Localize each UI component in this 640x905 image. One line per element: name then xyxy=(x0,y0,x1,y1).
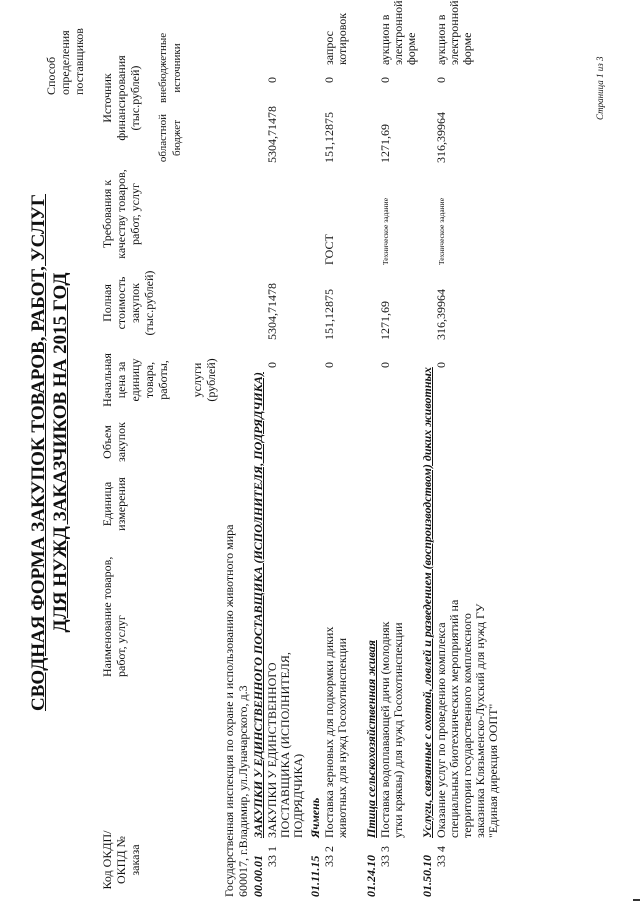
header-funding-regional: областной бюджет xyxy=(157,113,183,163)
item-start-price: 0 xyxy=(378,362,392,368)
item-funding-regional: 151,12875 xyxy=(322,112,336,163)
customer-address: 600017, г.Владимир, ул.Луначарского, д.3 xyxy=(236,685,250,897)
customer-name: Государственная инспекция по охране и использованию животного мира xyxy=(222,524,236,897)
header-code: Код ОКДП/ ОКПД № заказа xyxy=(100,830,142,890)
section-code: 01.24.10 xyxy=(364,855,378,897)
item-total: 316,39964 xyxy=(434,289,448,340)
header-funding-extra: внебюджетные источники xyxy=(157,32,183,103)
item-number: 33 1 xyxy=(265,846,279,867)
item-funding-regional: 316,39964 xyxy=(434,112,448,163)
section-code: 01.50.10 xyxy=(420,855,434,897)
header-funding xyxy=(100,33,184,163)
item-method: аукцион в электронной форме xyxy=(434,0,474,65)
header-funding-main: Источник финансирования (тыс.рублей) xyxy=(100,55,142,141)
header-total: Полная стоимость закупок (тыс.рублей) xyxy=(100,270,156,336)
section-code: 00.00.01 xyxy=(251,855,265,897)
item-funding-regional: 5304,71478 xyxy=(265,106,279,163)
item-start-price: 0 xyxy=(265,362,279,368)
section-subtotal: 5304,71478 xyxy=(265,283,279,340)
item-funding-extra: 0 xyxy=(434,77,448,83)
section-title: ЗАКУПКИ У ЕДИНСТВЕННОГО ПОСТАВЩИКА (ИСПОЛНИТЕЛЯ, ПОДРЯДЧИКА) xyxy=(251,372,265,838)
header-method: Способ определения поставщиков xyxy=(44,28,86,95)
header-name: Наименование товаров, работ, услуг xyxy=(100,556,128,677)
item-requirements: Техническое задание xyxy=(381,197,390,265)
section-title: Ячмень xyxy=(308,797,322,838)
header-start-price-main: Начальная цена за единицу товара, работы, xyxy=(100,353,170,407)
header-requirements: Требования к качеству товаров, работ, услуг xyxy=(100,169,142,259)
item-funding-extra: 0 xyxy=(265,77,279,83)
item-name: Поставка зерновых для подкормки диких животных для нужд Госохотинспекции xyxy=(322,626,349,838)
item-total: 1271,69 xyxy=(378,301,392,340)
section-title: Птица сельскохозяйственная живая xyxy=(364,640,378,838)
item-number: 33 2 xyxy=(322,846,336,867)
item-name: ЗАКУПКИ У ЕДИНСТВЕННОГО ПОСТАВЩИКА (ИСПОЛНИТЕЛЯ, ПОДРЯДЧИКА) xyxy=(265,652,305,838)
item-number: 33 4 xyxy=(434,846,448,867)
item-method: аукцион в электронной форме xyxy=(378,0,418,65)
header-unit: Единица измерения xyxy=(100,477,128,531)
section-title: Услуги, связанные с охотой, ловлей и разведением (воспроизводством) диких животных xyxy=(420,367,434,838)
item-requirements: Техническое задание xyxy=(437,197,446,265)
item-name: Оказание услуг по проведению комплекса специальных биотехнических мероприятий на территории государственного комплексного заказника Клязьменско-Лухский для нужд ГУ "Единая дирекция ООПТ" xyxy=(434,599,500,838)
header-start-price xyxy=(100,345,218,415)
header-start-price-sub: услуги (рублей) xyxy=(190,358,218,402)
item-name: Поставка водоплавающей дичи (молодняк утки кряквы) для нужд Госохотинспекции xyxy=(378,621,405,838)
item-start-price: 0 xyxy=(322,362,336,368)
item-funding-regional: 1271,69 xyxy=(378,124,392,163)
item-funding-extra: 0 xyxy=(378,77,392,83)
item-funding-extra: 0 xyxy=(322,77,336,83)
item-method: запрос котировок xyxy=(322,12,349,65)
header-volume: Объем закупок xyxy=(100,422,128,462)
document-title: СВОДНАЯ ФОРМА ЗАКУПОК ТОВАРОВ, РАБОТ, УСЛУГ xyxy=(28,193,49,712)
section-code: 01.11.15 xyxy=(308,855,322,897)
scan-mark xyxy=(633,899,640,901)
item-requirements: ГОСТ xyxy=(322,234,336,265)
item-total: 151,12875 xyxy=(322,289,336,340)
document-subtitle: ДЛЯ НУЖД ЗАКАЗЧИКОВ НА 2015 ГОД xyxy=(50,272,71,633)
item-start-price: 0 xyxy=(434,362,448,368)
page-number: Страница 1 из 3 xyxy=(595,56,605,120)
item-number: 33 3 xyxy=(378,846,392,867)
